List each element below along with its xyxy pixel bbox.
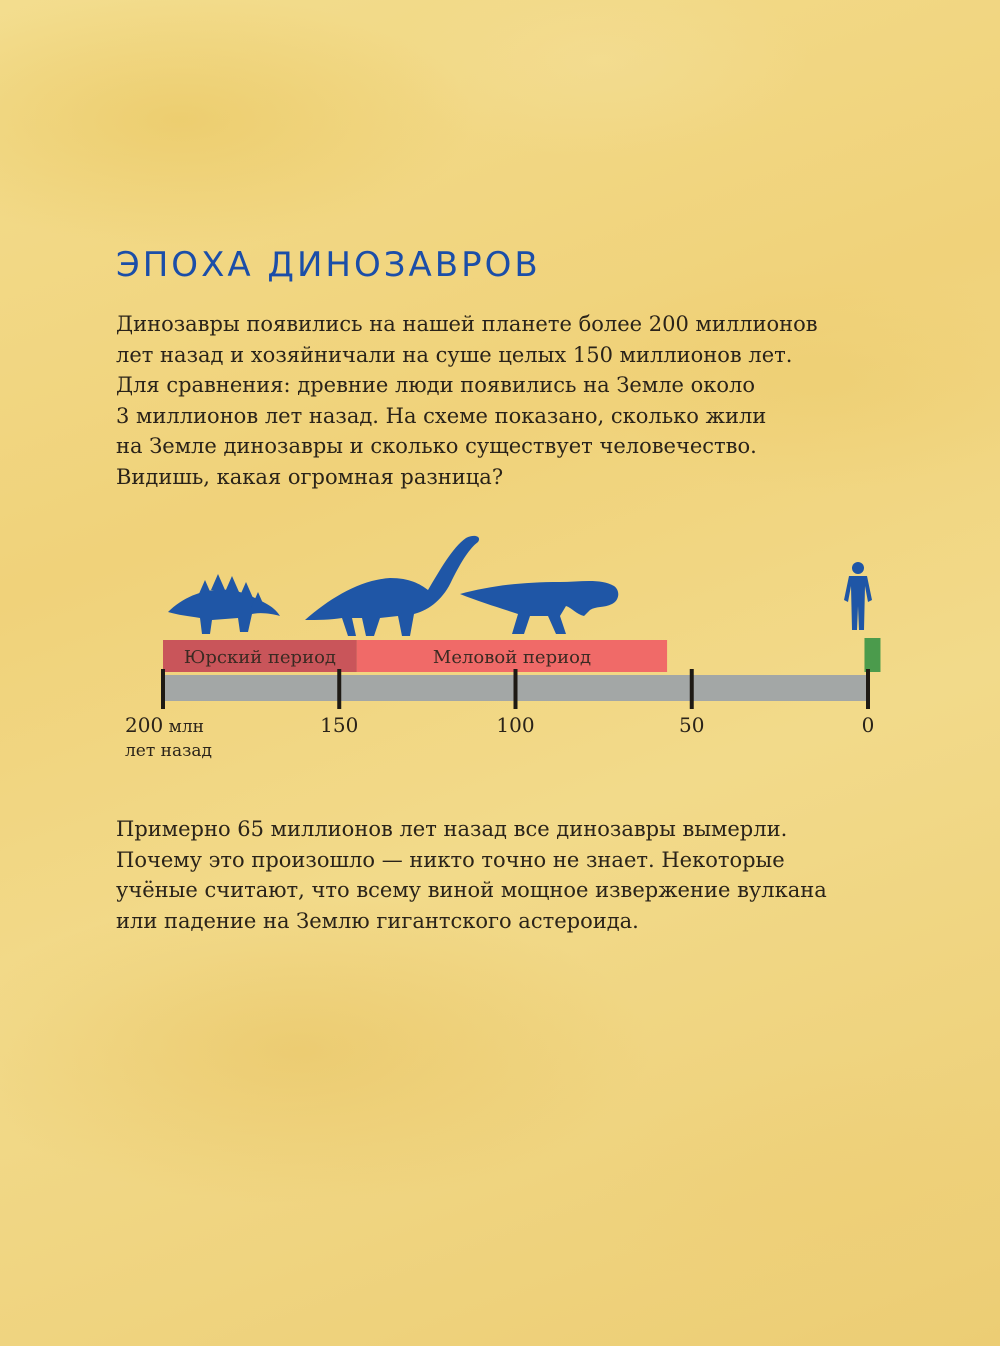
- outro-line: Почему это произошло — никто точно не знает. Некоторые: [116, 847, 785, 872]
- outro-line: учёные считают, что всему виной мощное извержение вулкана: [116, 878, 827, 902]
- outro-line: или падение на Землю гигантского астероида.: [116, 908, 639, 933]
- intro-line: лет назад и хозяйничали на суше целых 150 миллионов лет.: [116, 342, 793, 367]
- tick-label: 200 млн: [125, 713, 204, 737]
- tick-mark: [161, 669, 165, 709]
- outro-paragraph: [116, 814, 936, 936]
- intro-line: 3 миллионов лет назад. На схеме показано, сколько жили: [116, 403, 767, 428]
- timeline-diagram: [0, 520, 1000, 780]
- tick-mark: [514, 669, 518, 709]
- tick-sublabel: лет назад: [125, 741, 213, 761]
- outro-line: Примерно 65 миллионов лет назад все динозавры вымерли.: [116, 817, 788, 841]
- tick-label: 150: [320, 713, 359, 737]
- intro-line: Видишь, какая огромная разница?: [116, 464, 504, 489]
- stegosaurus-icon: [168, 574, 280, 634]
- intro-line: Для сравнения: древние люди появились на Земле около: [116, 373, 756, 397]
- human-era-bar: [864, 638, 880, 672]
- brachiosaurus-icon: [305, 536, 479, 636]
- tick-mark: [690, 669, 694, 709]
- period-label: Меловой период: [432, 647, 592, 668]
- intro-line: на Земле динозавры и сколько существует человечество.: [116, 434, 757, 458]
- tick-label: 50: [679, 713, 705, 737]
- page-title: ЭПОХА ДИНОЗАВРОВ: [116, 245, 541, 285]
- tyrannosaurus-icon: [460, 581, 618, 634]
- tick-mark: [337, 669, 341, 709]
- intro-paragraph: [116, 309, 936, 492]
- tick-label: 0: [861, 713, 875, 737]
- intro-line: Динозавры появились на нашей планете более 200 миллионов: [116, 312, 818, 336]
- tick-mark: [866, 669, 870, 709]
- tick-label: 100: [496, 713, 535, 737]
- period-label: Юрский период: [183, 647, 337, 668]
- human-icon: [844, 562, 872, 630]
